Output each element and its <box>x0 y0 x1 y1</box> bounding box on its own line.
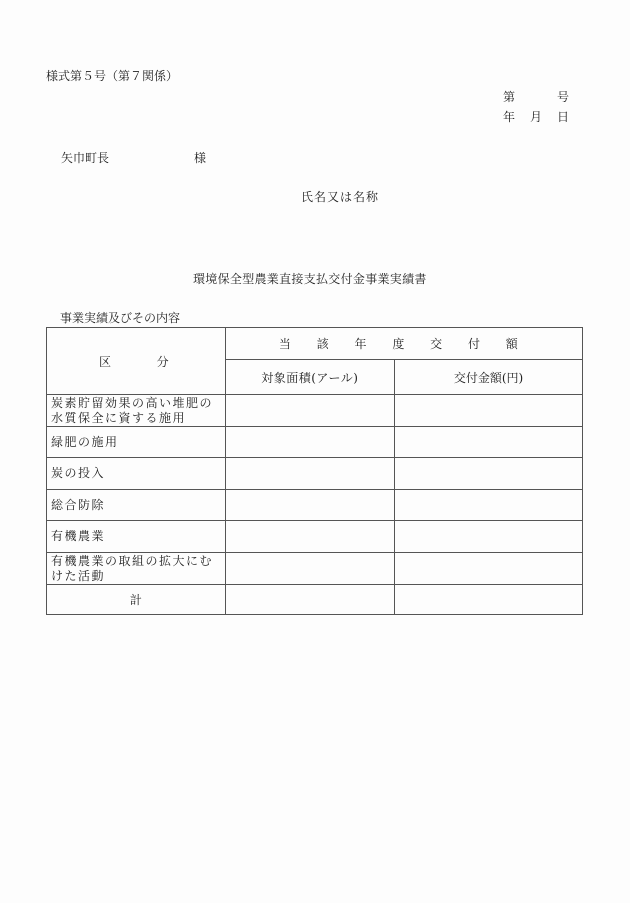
row-area-cell[interactable] <box>225 395 394 427</box>
addressee-name: 矢巾町長 <box>61 151 110 165</box>
row-amount-cell[interactable] <box>395 458 583 490</box>
header-amount-label: 交付金額(円) <box>453 370 524 385</box>
date-year: 年 <box>503 110 516 124</box>
row-amount-cell[interactable] <box>395 521 583 553</box>
row-area-cell[interactable] <box>225 553 394 585</box>
table-row <box>47 490 583 521</box>
row-label: 緑肥の施用 <box>47 427 226 458</box>
row-label: 炭素貯留効果の高い堆肥の水質保全に資する施用 <box>47 395 226 427</box>
row-area-cell[interactable] <box>225 521 394 553</box>
total-area-cell[interactable] <box>225 585 394 615</box>
document-title: 環境保全型農業直接支払交付金事業実績書 <box>193 272 427 286</box>
header-kubun <box>47 328 226 395</box>
row-amount-cell[interactable] <box>395 553 583 585</box>
row-area-cell[interactable] <box>225 427 394 458</box>
table-row <box>47 521 583 553</box>
row-amount-cell[interactable] <box>395 395 583 427</box>
section-label: 事業実績及びその内容 <box>60 311 181 325</box>
results-table <box>46 327 583 615</box>
header-group-label: 当 該 年 度 交 付 額 <box>278 337 529 351</box>
table-row <box>47 427 583 458</box>
row-amount-cell[interactable] <box>395 490 583 521</box>
row-label: 有機農業の取組の拡大にむけた活動 <box>47 553 226 585</box>
table-row <box>47 553 583 585</box>
header-amount <box>395 360 583 395</box>
applicant-name-label: 氏名又は名称 <box>301 190 380 204</box>
date-day: 日 <box>557 110 570 124</box>
addressee-honorific: 様 <box>194 151 207 165</box>
issue-number-dai: 第 <box>503 90 516 104</box>
table-row <box>47 458 583 490</box>
total-amount-cell[interactable] <box>395 585 583 615</box>
date-month: 月 <box>530 110 543 124</box>
row-amount-cell[interactable] <box>395 427 583 458</box>
row-area-cell[interactable] <box>225 458 394 490</box>
table-row <box>47 395 583 427</box>
header-kubun-right: 分 <box>156 354 169 369</box>
header-area-label: 対象面積(アール) <box>261 370 359 385</box>
row-label: 有機農業 <box>47 521 226 553</box>
form-number: 様式第５号（第７関係） <box>46 69 179 83</box>
header-group-current-year-amount <box>225 328 582 360</box>
issue-number-go: 号 <box>557 90 570 104</box>
table-row-total <box>47 585 583 615</box>
row-area-cell[interactable] <box>225 490 394 521</box>
row-label: 総合防除 <box>47 490 226 521</box>
header-kubun-left: 区 <box>99 354 112 369</box>
header-area <box>225 360 394 395</box>
row-label: 炭の投入 <box>47 458 226 490</box>
total-label: 計 <box>47 585 226 615</box>
